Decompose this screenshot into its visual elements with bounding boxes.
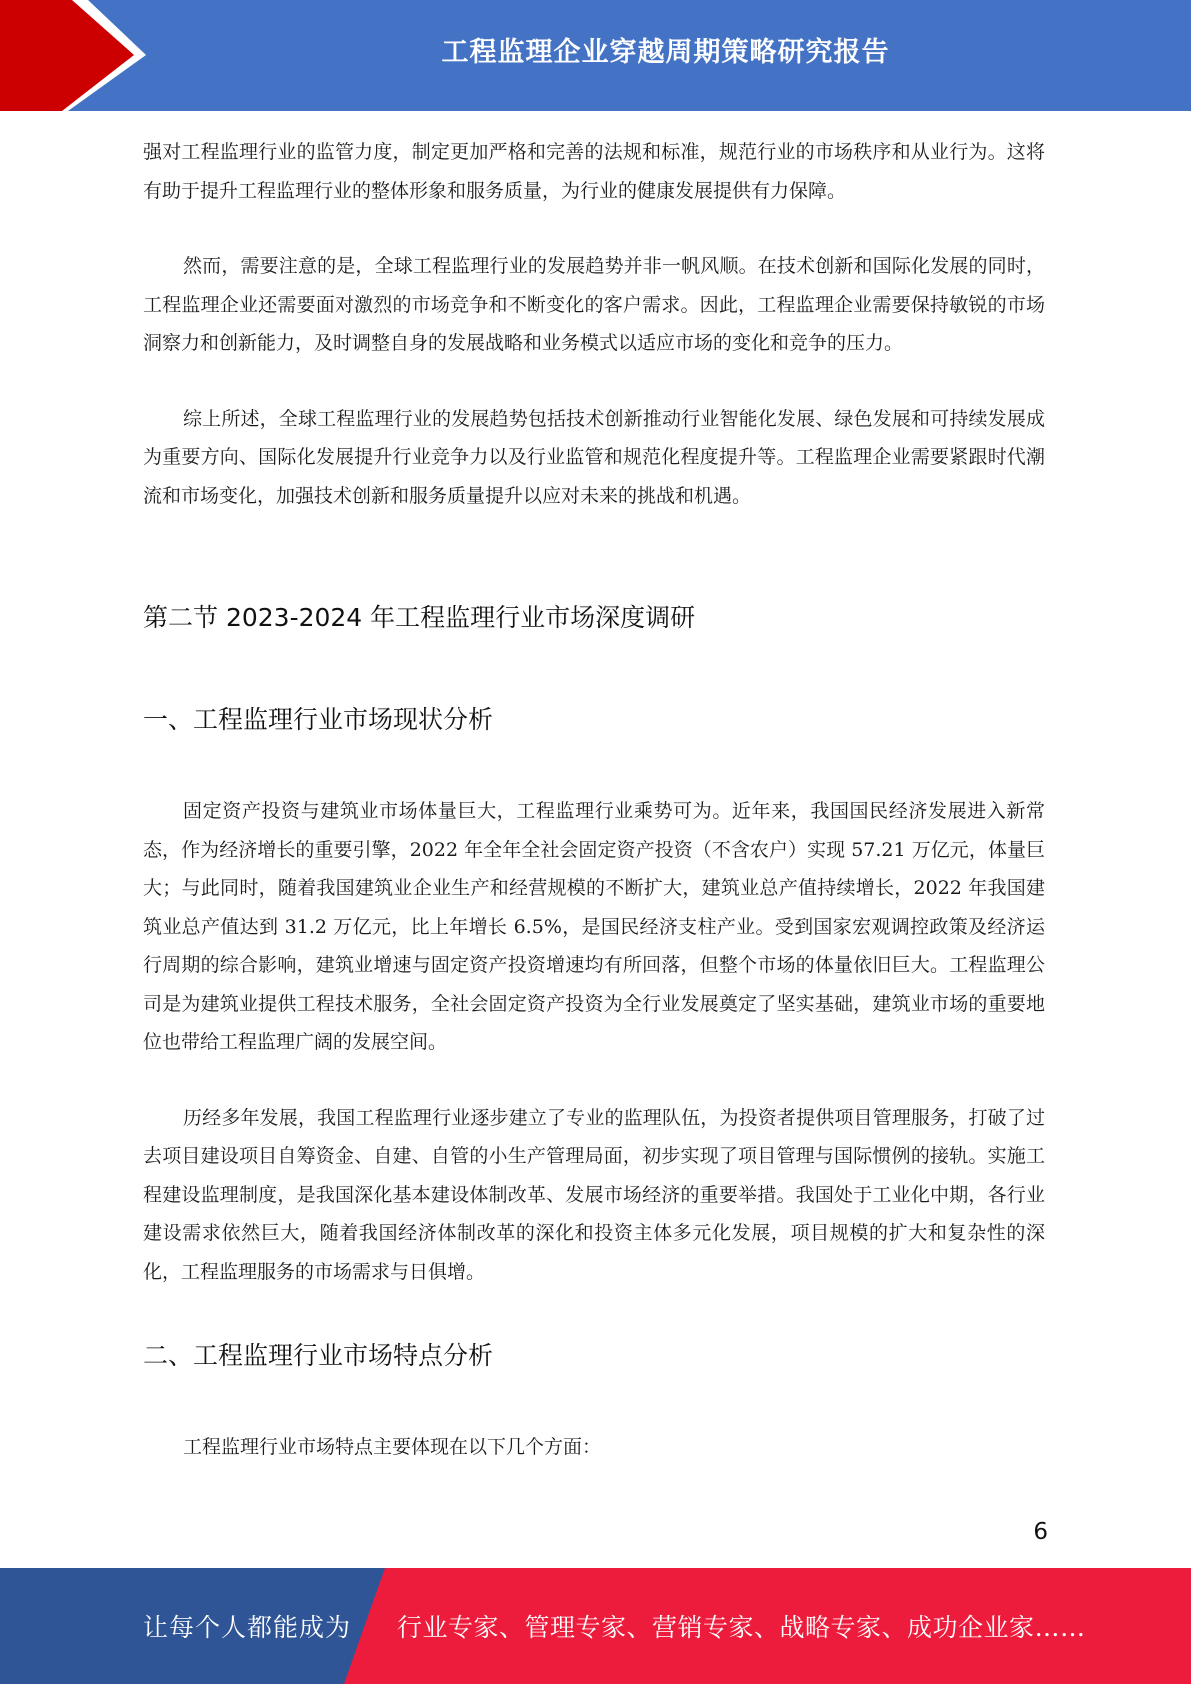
subsection-heading-2: 二、工程监理行业市场特点分析: [143, 1341, 494, 1370]
report-title: 工程监理企业穿越周期策略研究报告: [441, 36, 890, 68]
subsection-heading-1: 一、工程监理行业市场现状分析: [143, 705, 494, 734]
section-heading: 第二节 2023-2024 年工程监理行业市场深度调研: [143, 603, 696, 632]
page-body: [143, 133, 1045, 515]
paragraph-2: 然而，需要注意的是，全球工程监理行业的发展趋势并非一帆风顺。在技术创新和国际化发展的同时，工程监理企业还需要面对激烈的市场竞争和不断变化的客户需求。因此，工程监理企业需要保持敏锐的市场洞察力和创新能力，及时调整自身的发展战略和业务模式以适应市场的变化和竞争的压力。: [143, 255, 1045, 354]
page-body-3: [143, 1428, 1045, 1467]
footer-slogan-left: 让每个人都能成为: [143, 1613, 352, 1642]
page-footer: [0, 1568, 1191, 1684]
footer-slogan-right: 行业专家、管理专家、营销专家、战略专家、成功企业家……: [397, 1613, 1086, 1642]
page-number: 6: [1033, 1519, 1048, 1545]
paragraph-3: 综上所述，全球工程监理行业的发展趋势包括技术创新推动行业智能化发展、绿色发展和可持续发展成为重要方向、国际化发展提升行业竞争力以及行业监管和规范化程度提升等。工程监理企业需要紧跟时代潮流和市场变化，加强技术创新和服务质量提升以应对未来的挑战和机遇。: [143, 407, 1045, 507]
page-body-2: [143, 792, 1045, 1291]
paragraph-4: 固定资产投资与建筑业市场体量巨大，工程监理行业乘势可为。近年来，我国国民经济发展进入新常态，作为经济增长的重要引擎，2022 年全年全社会固定资产投资（不含农户）实现 57.21 万亿元，体量巨大；与此同时，随着我国建筑业企业生产和经营规模的不断扩大，建筑业总产值持续增长，2022 年我国建筑业总产值达到 31.2 万亿元，比上年增长 6.5%，是国民经济支柱产业。受到国家宏观调控政策及经济运行周期的综合影响，建筑业增速与固定资产投资增速均有所回落，但整个市场的体量依旧巨大。工程监理公司是为建筑业提供工程技术服务，全社会固定资产投资为全行业发展奠定了坚实基础，建筑业市场的重要地位也带给工程监理广阔的发展空间。: [143, 800, 1045, 1053]
page-header: [0, 0, 1191, 111]
paragraph-6: 工程监理行业市场特点主要体现在以下几个方面：: [183, 1436, 602, 1458]
paragraph-1: 强对工程监理行业的监管力度，制定更加严格和完善的法规和标准，规范行业的市场秩序和从业行为。这将有助于提升工程监理行业的整体形象和服务质量，为行业的健康发展提供有力保障。: [143, 141, 1045, 202]
paragraph-5: 历经多年发展，我国工程监理行业逐步建立了专业的监理队伍，为投资者提供项目管理服务，打破了过去项目建设项目自筹资金、自建、自管的小生产管理局面，初步实现了项目管理与国际惯例的接轨。实施工程建设监理制度，是我国深化基本建设体制改革、发展市场经济的重要举措。我国处于工业化中期，各行业建设需求依然巨大，随着我国经济体制改革的深化和投资主体多元化发展，项目规模的扩大和复杂性的深化，工程监理服务的市场需求与日俱增。: [143, 1106, 1045, 1283]
